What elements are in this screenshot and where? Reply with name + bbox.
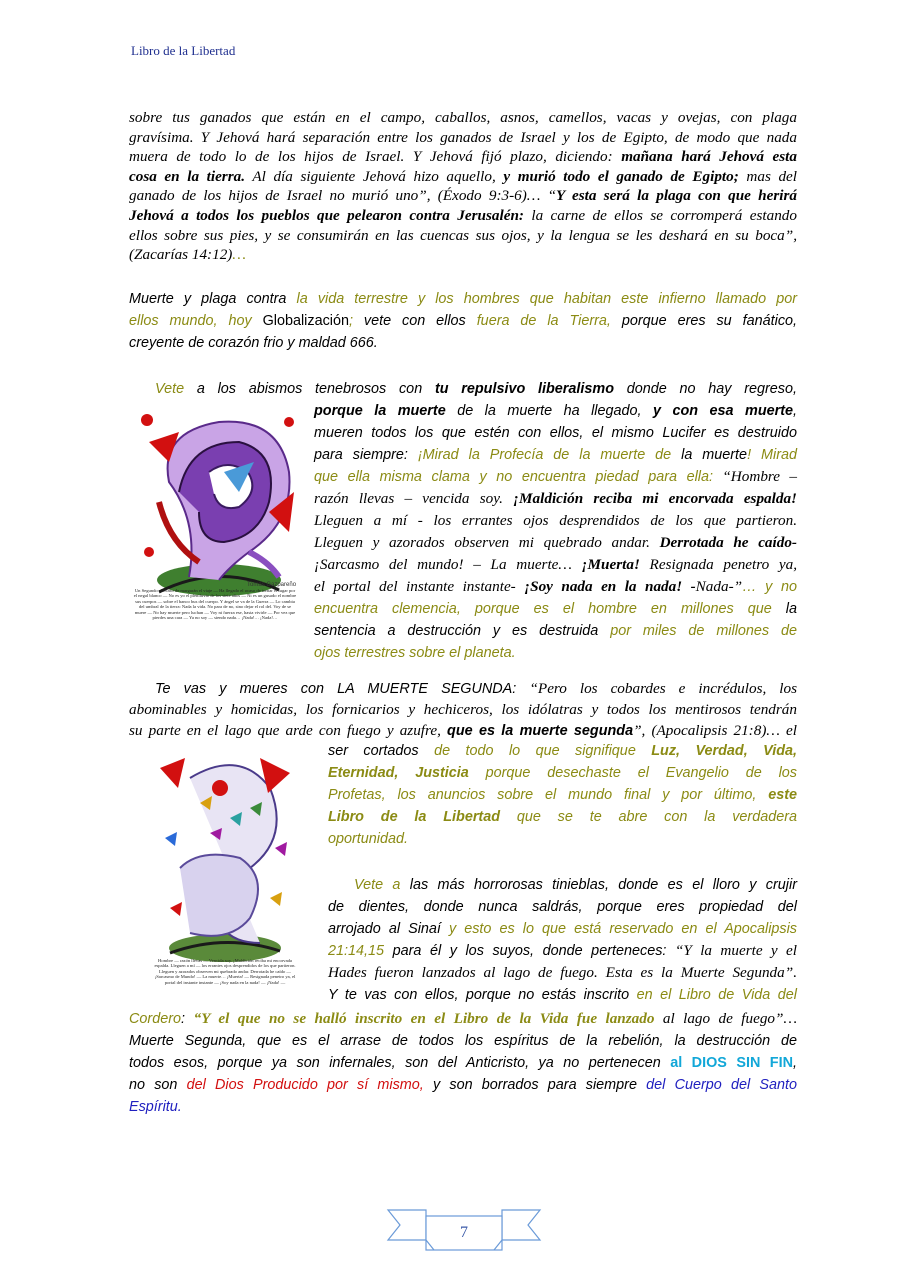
text-line: arrojado al Sinaí y esto es lo que está reservado en el Apocalipsis bbox=[328, 921, 797, 937]
running-header: Libro de la Libertad bbox=[131, 43, 236, 58]
text-line: mueren todos los que estén con ellos, el mismo Lucifer es destruido bbox=[314, 425, 797, 441]
paragraph-vete-abismos bbox=[129, 378, 797, 400]
text-line: Hades fueron lanzados al lago de fuego. Esta es la Muerte Segunda”. bbox=[328, 964, 797, 981]
text-line: Te vas y mueres con LA MUERTE SEGUNDA: “Pero los cobardes e incrédulos, los bbox=[155, 680, 798, 697]
text-line: de dientes, donde nunca saldrás, porque eres propiedad del bbox=[328, 899, 797, 915]
image-caption: Un Segundo el ocaso de margarán el viaje — Ha llegado el ocaso de tornar el lugar por el negal blanco — No es yo el pleniluvio de los siete años — Ni es un gusado el nombre sus cuerpos — sobre el banco bus del cuerpo. Y ángel se va de la Guerra — Lo cambia del umbral de la tierra: Nada la vida. No para de no, sino dejar el rol del. Voy de se muere — No hay muerte pero luchan — Voy ni fuerza ese, hasta vivirle — Por vez que pierdes una cara — Ya no soy — siendo nada… ¡Nada!… ¡Nada!… bbox=[133, 588, 297, 621]
text-line: Lleguen a mí - los errantes ojos desprendidos de los que partieron. bbox=[314, 512, 797, 529]
text-line: Espíritu. bbox=[129, 1099, 182, 1115]
text-line: Lleguen y azorados observen mi quebrado andar. Derrotada he caído- bbox=[314, 534, 797, 551]
text-line: todos esos, porque ya son infernales, son del Anticristo, ya no pertenecen al DIOS SIN FIN, bbox=[129, 1055, 797, 1071]
text-line: Vete a las más horrorosas tinieblas, donde es el lloro y crujir bbox=[354, 877, 797, 893]
paragraph-exodus-quote bbox=[129, 108, 797, 265]
text-line: Muerte y plaga contra la vida terrestre y los hombres que habitan este infierno llamado por bbox=[129, 291, 798, 307]
page-number-ribbon bbox=[386, 1206, 542, 1252]
text-line: Jehová a todos los pueblos que pelearon contra Jerusalén: la carne de ellos se corromperá estando bbox=[129, 206, 797, 224]
text-line: ¡Sarcasmo del mundo! – La muerte… ¡Muerta! Resignada penetro ya, bbox=[314, 556, 797, 573]
text-line: para siempre: ¡Mirad la Profecía de la muerte de la muerte! Mirad bbox=[314, 447, 798, 463]
text-line: su parte en el lago que arde con fuego y azufre, que es la muerte segunda”, (Apocalipsis 21:8)… el bbox=[129, 721, 797, 739]
text-line: Muerte Segunda, que es el arrase de todos los espíritus de la rebelión, la destrucción de bbox=[129, 1033, 797, 1049]
text-line: razón llevas – vencida soy. ¡Maldición reciba mi encorvada espalda! bbox=[314, 490, 797, 507]
text-line: ser cortados de todo lo que signifique Luz, Verdad, Vida, bbox=[328, 743, 798, 759]
text-line: ojos terrestres sobre el planeta. bbox=[314, 645, 516, 661]
text-line: que ella misma clama y no encuentra piedad para ella: “Hombre – bbox=[314, 468, 797, 485]
text-line: Profetas, los anuncios sobre el mundo final y por último, este bbox=[328, 787, 797, 803]
text-line: ellos sobre sus pies, y se consumirán en las cuencas sus ojos, y la lengua se les deshará en su boca”, bbox=[129, 226, 797, 244]
text-line: cosa en la tierra. Al día siguiente Jehová hizo aquello, y murió todo el ganado de Egipto; mas del bbox=[129, 167, 798, 185]
text-line: no son del Dios Producido por sí mismo, y son borrados para siempre del Cuerpo del Santo bbox=[129, 1077, 797, 1093]
text-line: Cordero: “Y el que no se halló inscrito en el Libro de la Vida fue lanzado al lago de fuego”… bbox=[129, 1010, 797, 1027]
text-line: oportunidad. bbox=[328, 831, 409, 847]
paragraph-muerte-segunda bbox=[129, 678, 797, 742]
text-line: ganado de los hijos de Israel no murió uno”, (Éxodo 9:3-6)… “Y esta será la plaga con que herirá bbox=[129, 187, 797, 205]
paragraph-vete-tinieblas-wrap bbox=[328, 874, 797, 1006]
text-line: sobre tus ganados que están en el campo, caballos, asnos, camellos, vacas y ovejas, con plaga bbox=[129, 109, 797, 126]
image-caption: Hombre — razón llevas — Vencida soy. ¡Maldición reciba mi encorvada espalda. Lleguen a mí — los errantes ojos desprendidos de los que partieron. Lleguen y azorados observen mi quebrado andar. Derrotada he caído — ¡Sarcasmo de Mundo! — La muerte… ¡Muerta! — Resignada penetro ya, el portal del instante instante — ¡Soy nada en la nada! — ¡Nada! — bbox=[154, 958, 296, 985]
text-line: creyente de corazón frio y maldad 666. bbox=[129, 335, 378, 351]
text-line: Vete a los abismos tenebrosos con tu repulsivo liberalismo donde no hay regreso, bbox=[155, 381, 797, 397]
paragraph-muerte-segunda-wrap bbox=[328, 740, 797, 850]
text-line: 21:14,15 para él y los suyos, donde perteneces: “Y la muerte y el bbox=[328, 942, 797, 959]
paragraph-vete-abismos-wrap bbox=[314, 400, 797, 664]
text-line: muera de todo lo de los hijos de Israel. Y Jehová fijó plazo, diciendo: mañana hará Jehová esta bbox=[129, 148, 797, 166]
text-line: encuentra clemencia, porque es el hombre en millones que la bbox=[314, 601, 797, 617]
illustration-twisted-figure bbox=[150, 748, 300, 1000]
page-number: 7 bbox=[460, 1224, 468, 1241]
text-line: sentencia a destrucción y es destruida por miles de millones de bbox=[314, 623, 798, 639]
text-line: Eternidad, Justicia porque desechaste el Evangelio de los bbox=[328, 765, 797, 781]
svg-text:Tomás Gazpareño: Tomás Gazpareño bbox=[247, 582, 297, 588]
text-line: abominables y homicidas, los fornicarios y hechiceros, los idólatras y todos los mentirosos tendrán bbox=[129, 701, 797, 718]
paragraph-vete-tinieblas bbox=[129, 1008, 797, 1118]
paragraph-muerte-plaga bbox=[129, 288, 797, 354]
text-line: porque la muerte de la muerte ha llegado, y con esa muerte, bbox=[314, 403, 798, 419]
text-line: gravísima. Y Jehová hará separación entre los ganados de Israel y los de Egipto, de modo que nada bbox=[129, 128, 797, 146]
text-line: Y te vas con ellos, porque no estás inscrito en el Libro de Vida del bbox=[328, 987, 797, 1003]
text-line: Libro de la Libertad que se te abre con la verdadera bbox=[328, 809, 798, 825]
text-line: ellos mundo, hoy Globalización; vete con ellos fuera de la Tierra, porque eres su fanático, bbox=[129, 313, 798, 329]
illustration-rose-skull bbox=[129, 402, 301, 646]
text-line: el portal del instante instante- ¡Soy nada en la nada! -Nada-”… y no bbox=[314, 578, 798, 595]
text-line: (Zacarías 14:12)… bbox=[129, 246, 246, 264]
